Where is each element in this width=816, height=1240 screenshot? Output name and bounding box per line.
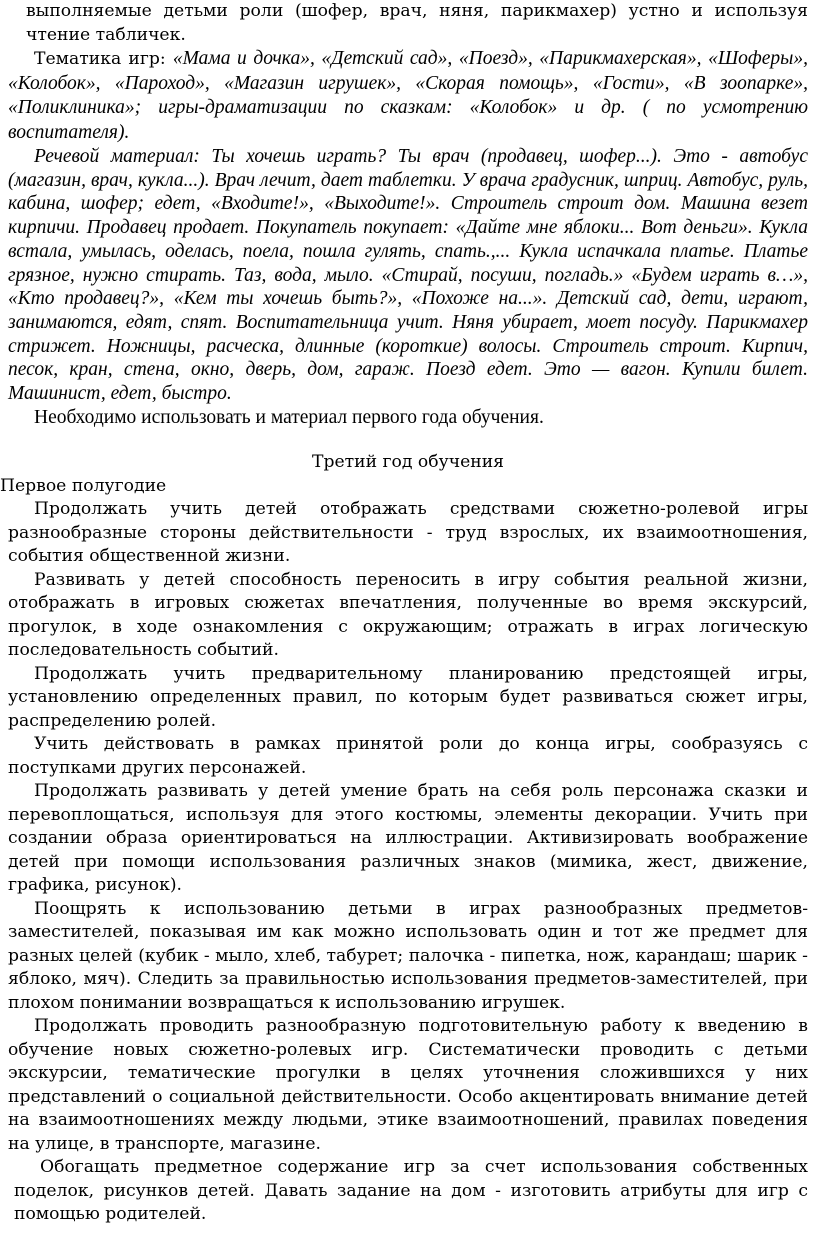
paragraph-preparation: Продолжать проводить разнообразную подготовительную работу к введению в обучение новых сюжетно-ролевых игр. Систематически проводить с детьми экскурсии, тематические прогулки в целях уточнения сложившихся у них представлений о социальной действительности. Особо акцентировать внимание детей на взаимоотношениях между людьми, этике взаимоотношений, правилах поведения на улице, в транспорте, магазине. <box>8 1016 808 1154</box>
paragraph-speech-material: Речевой материал: Ты хочешь играть? Ты врач (продавец, шофер...). Это - автобус (магазин, врач, кукла...). Врач лечит, дает таблетки. У врача градусник, шприц. Автобус, руль, кабина, шофер; едет, «Входите!», «Выходите!». Строитель строит дом. Машина везет кирпичи. Продавец продает. Покупатель покупает: «Дайте мне яблоки... Вот деньги». Кукла встала, умылась, оделась, поела, пошла гулять, спать.,... Кукла испачкала платье. Платье грязное, нужно стирать. Таз, вода, мыло. «Стирай, посуши, погладь.» «Будем играть в…», «Кто продавец?», «Кем ты хочешь быть?», «Похоже на...». Детский сад, дети, играют, занимаются, едят, спят. Воспитательница учит. Няня убирает, моет посуду. Парикмахер стрижет. Ножницы, расческа, длинные (короткие) волосы. Строитель строит. Кирпич, песок, кран, стена, окно, дверь, дом, гараж. Поезд едет. Это — вагон. Купили билет. Машинист, едет, быстро. <box>8 146 808 405</box>
paragraph-fairy-tale-roles: Продолжать развивать у детей умение брать на себя роль персонажа сказки и перевоплощаться, используя для этого костюмы, элементы декорации. Учить при создании образа ориентироваться на иллюстрации. Активизировать воображение детей при помощи использования различных знаков (мимика, жест, движение, графика, рисунок). <box>8 781 808 896</box>
paragraph-first-year-note: Необходимо использовать и материал первого года обучения. <box>34 406 544 428</box>
paragraph-game-themes <box>8 47 808 145</box>
subsection-heading: Первое полугодие <box>0 475 167 496</box>
paragraph-planning: Продолжать учить предварительному планированию предстоящей игры, установлению определенных правил, по которым будет развиваться сюжет игры, распределению ролей. <box>8 663 808 731</box>
paragraph-substitutes: Поощрять к использованию детьми в играх разнообразных предметов-заместителей, показывая им как можно использовать один и тот же предмет для разных целей (кубик - мыло, хлеб, табурет; палочка - пипетка, нож, карандаш; шарик - яблоко, мяч). Следить за правильностью использования предметов-заместителей, при плохом понимании возвращаться к использованию игрушек. <box>8 898 808 1013</box>
themes-list: «Мама и дочка», «Детский сад», «Поезд», «Парикмахерская», «Шоферы», «Колобок», «Пароход», «Магазин игрушек», «Скорая помощь», «Гости», «В зоопарке», «Поликлиника»; игры-драматизации по сказкам: «Колобок» и др. ( по усмотрению воспитателя). <box>8 48 808 143</box>
paragraph-transfer-events: Развивать у детей способность переносить в игру события реальной жизни, отображать в игровых сюжетах впечатления, полученные во время экскурсий, прогулок, в ходе ознакомления с окружающим; отражать в играх логическую последовательность событий. <box>8 569 808 661</box>
paragraph-enrich-content: Обогащать предметное содержание игр за счет использования собственных поделок, рисунков детей. Давать задание на дом - изготовить атрибуты для игр с помощью родителей. <box>14 1157 808 1225</box>
paragraph-role-acting: Учить действовать в рамках принятой роли до конца игры, сообразуясь с поступками других персонажей. <box>8 734 808 778</box>
section-heading: Третий год обучения <box>311 452 505 473</box>
paragraph-roles: выполняемые детьми роли (шофер, врач, няня, парикмахер) устно и используя чтение табличек. <box>26 1 808 45</box>
paragraph-display-reality: Продолжать учить детей отображать средствами сюжетно-ролевой игры разнообразные стороны действительности - труд взрослых, их взаимоотношения, события общественной жизни. <box>8 499 808 567</box>
themes-lead: Тематика игр: <box>34 49 173 69</box>
